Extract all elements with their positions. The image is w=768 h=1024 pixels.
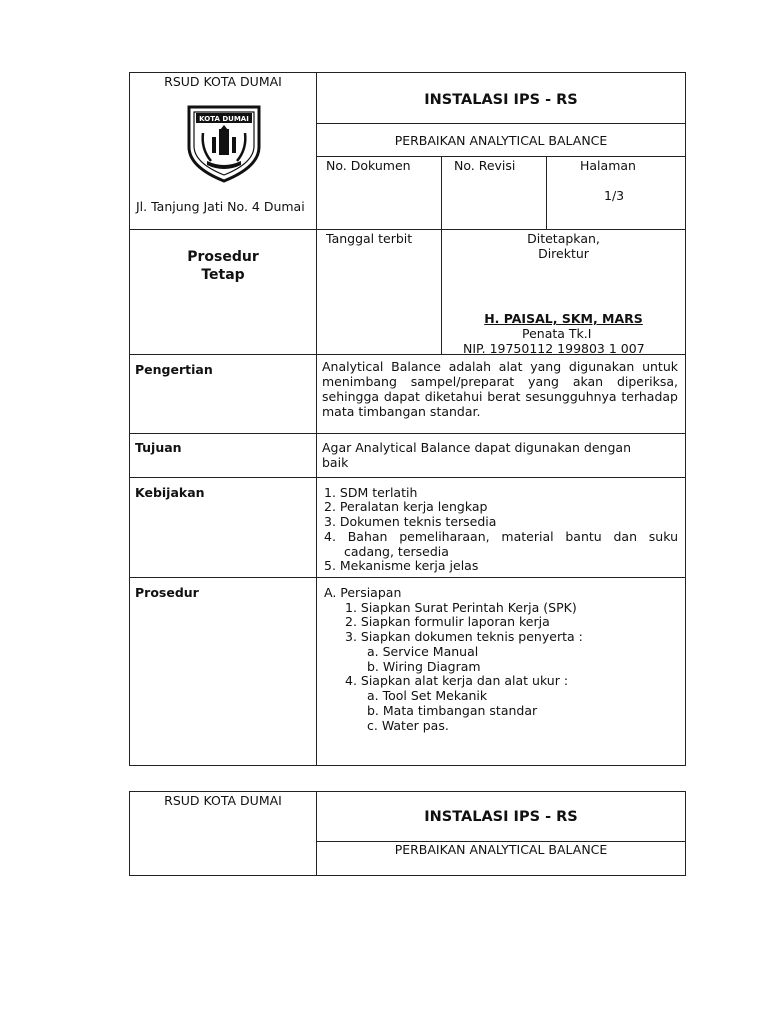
kebijakan-item: 4. Bahan pemeliharaan, material bantu dan suku (324, 529, 678, 544)
pengertian-text: Analytical Balance adalah alat yang digunakan untuk menimbang sampel/preparat yang akan diperiksa, sehingga dapat diketahui berat sesungguhnya terhadap mata timbangan standar. (322, 359, 678, 419)
director-title: Direktur (538, 246, 589, 261)
director-name: H. PAISAL, SKM, MARS (484, 311, 643, 326)
kebijakan-item: 1. SDM terlatih (324, 485, 418, 500)
hospital-address: Jl. Tanjung Jati No. 4 Dumai (136, 199, 305, 214)
kebijakan-item: 2. Peralatan kerja lengkap (324, 499, 488, 514)
procedure-label-line2: Tetap (201, 267, 245, 283)
tujuan-label: Tujuan (135, 440, 182, 455)
unit-title: INSTALASI IPS - RS (424, 809, 578, 825)
tujuan-text-line1: Agar Analytical Balance dapat digunakan dengan (322, 440, 631, 455)
hospital-name: RSUD KOTA DUMAI (164, 793, 282, 808)
procedure-label-line1: Prosedur (187, 249, 259, 265)
prosedur-step: 2. Siapkan formulir laporan kerja (345, 614, 550, 629)
director-rank: Penata Tk.I (522, 326, 592, 341)
document-title: PERBAIKAN ANALYTICAL BALANCE (394, 133, 608, 148)
prosedur-substep: b. Wiring Diagram (367, 659, 481, 674)
director-nip: NIP. 19750112 199803 1 007 (463, 341, 645, 356)
kebijakan-item: 5. Mekanisme kerja jelas (324, 558, 479, 573)
prosedur-step: 3. Siapkan dokumen teknis penyerta : (345, 629, 583, 644)
prosedur-step: 1. Siapkan Surat Perintah Kerja (SPK) (345, 600, 577, 615)
kebijakan-label: Kebijakan (135, 485, 205, 500)
hospital-name: RSUD KOTA DUMAI (164, 74, 282, 89)
prosedur-substep: a. Service Manual (367, 644, 479, 659)
prosedur-section: A. Persiapan (324, 585, 402, 600)
revision-label: No. Revisi (454, 158, 516, 173)
kebijakan-item: 3. Dokumen teknis tersedia (324, 514, 497, 529)
prosedur-substep: c. Water pas. (367, 718, 449, 733)
svg-text:KOTA DUMAI: KOTA DUMAI (199, 115, 249, 123)
approved-label: Ditetapkan, (527, 231, 600, 246)
doc-number-label: No. Dokumen (326, 158, 411, 173)
prosedur-step: 4. Siapkan alat kerja dan alat ukur : (345, 673, 569, 688)
issue-date-label: Tanggal terbit (326, 231, 413, 246)
kebijakan-item-continuation: cadang, tersedia (344, 544, 449, 559)
page-number: 1/3 (604, 188, 625, 203)
page-label: Halaman (580, 158, 636, 173)
pengertian-label: Pengertian (135, 362, 213, 377)
prosedur-substep: b. Mata timbangan standar (367, 703, 538, 718)
prosedur-label: Prosedur (135, 585, 199, 600)
document-title: PERBAIKAN ANALYTICAL BALANCE (394, 842, 608, 857)
city-emblem-logo (183, 103, 265, 183)
unit-title: INSTALASI IPS - RS (424, 92, 578, 108)
tujuan-text-line2: baik (322, 455, 349, 470)
prosedur-substep: a. Tool Set Mekanik (367, 688, 488, 703)
